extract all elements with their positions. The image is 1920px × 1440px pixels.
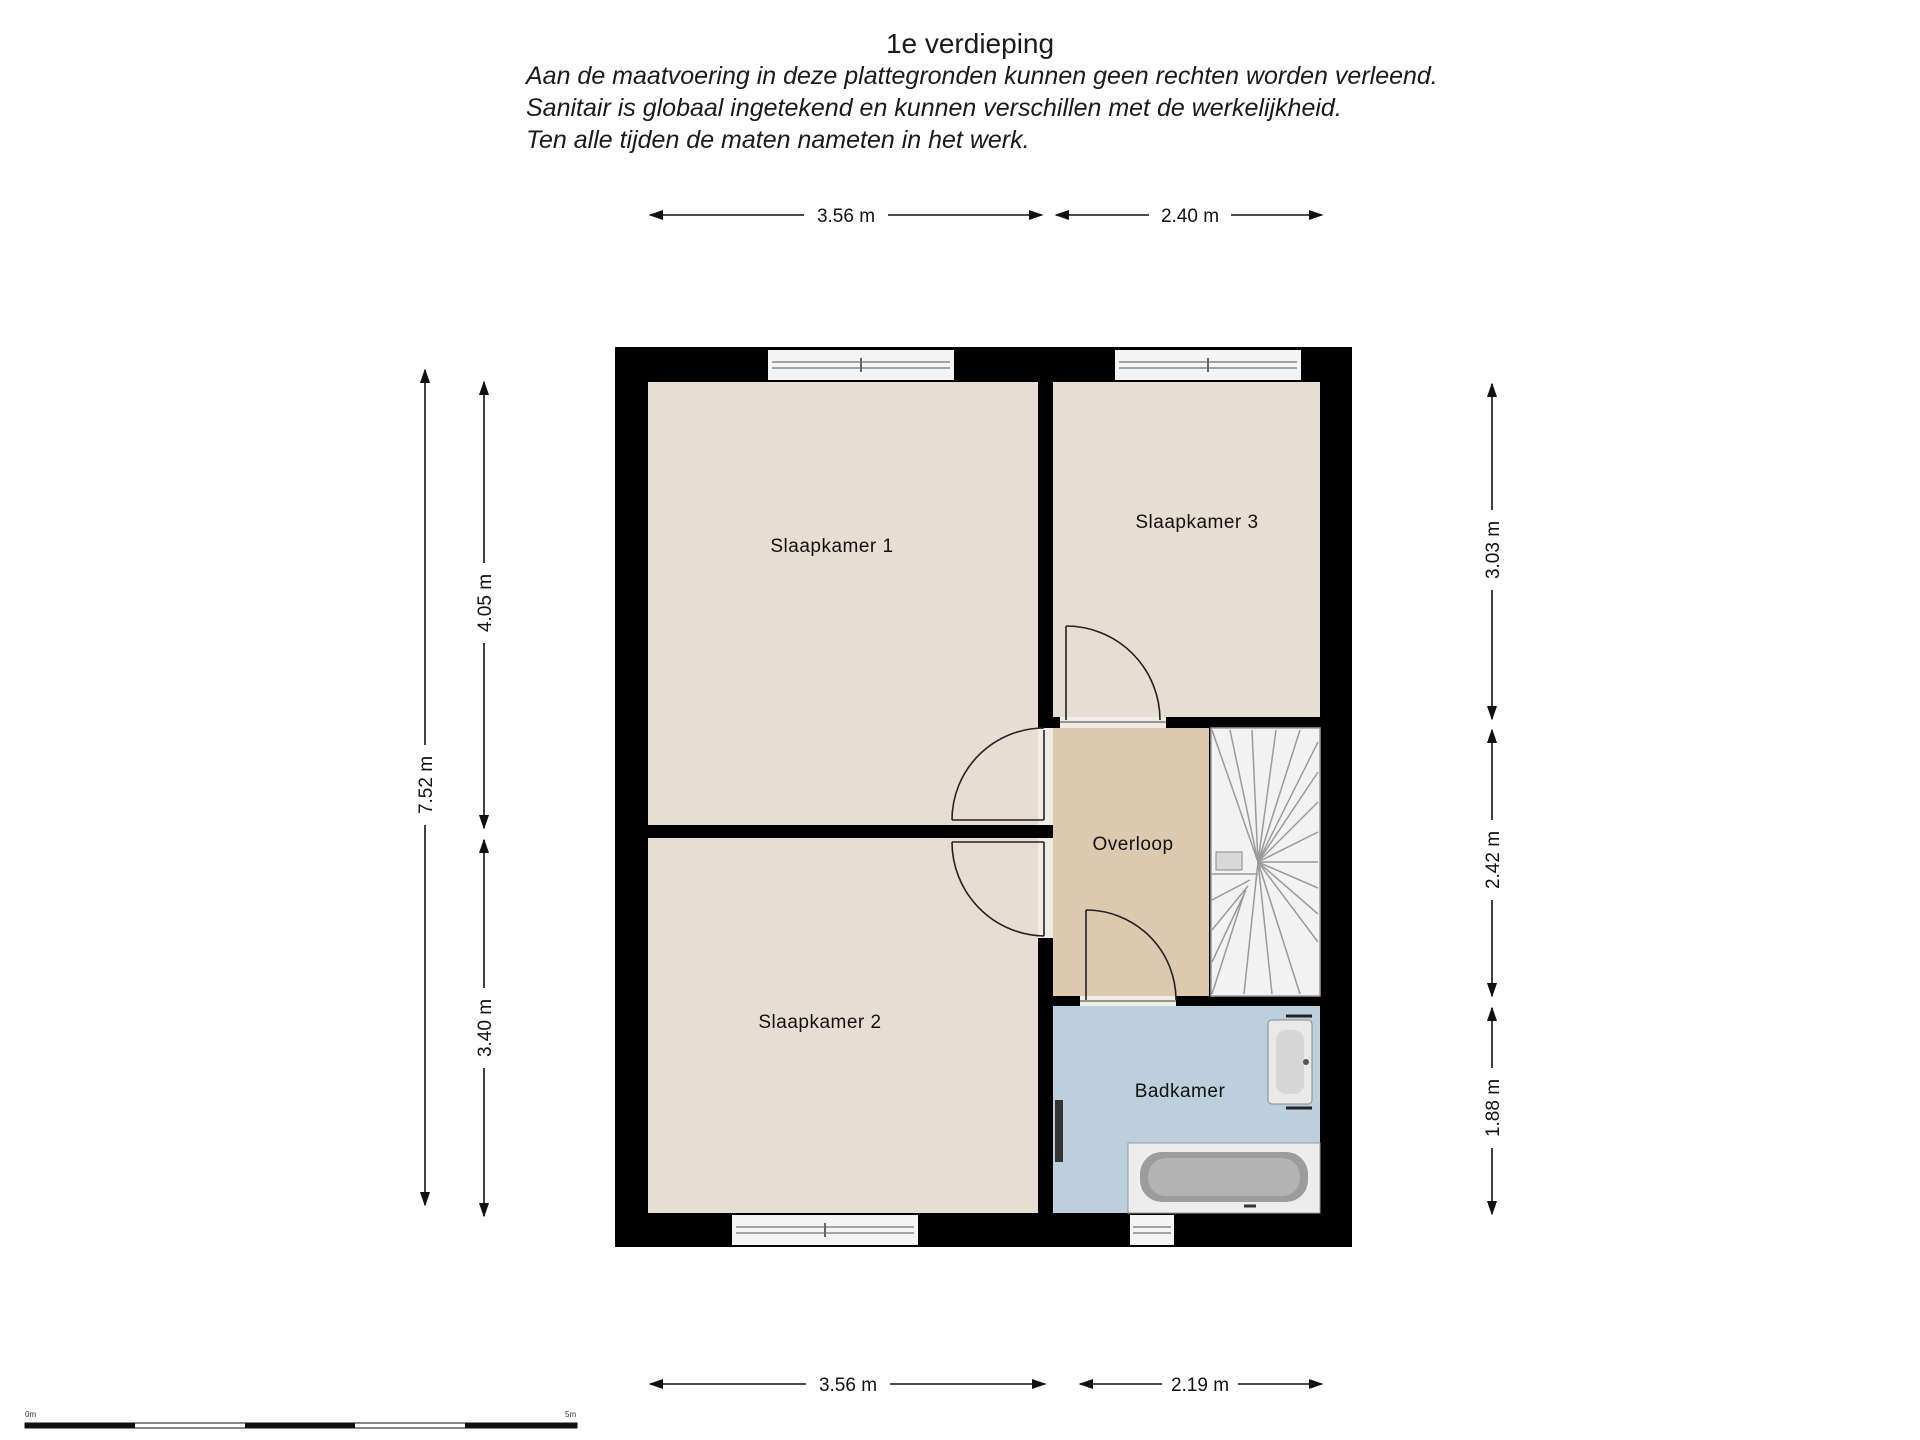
dim-label-left-lower: 3.40 m [475,998,496,1058]
dim-label-bottom-right: 2.19 m [1170,1375,1230,1396]
dim-label-right-middle: 2.42 m [1483,830,1504,890]
room-slaapkamer-3-floor [1053,382,1320,717]
disclaimer-line-2: Sanitair is globaal ingetekend en kunnen verschillen met de werkelijkheid. [526,94,1342,122]
dim-label-left-total: 7.52 m [416,755,437,815]
dim-label-top-left: 3.56 m [816,206,876,227]
scale-bar-start-label: 0m [25,1410,37,1419]
room-slaapkamer-1-floor [648,382,1038,825]
washbasin [1268,1016,1312,1108]
disclaimer-line-3: Ten alle tijden de maten nameten in het werk. [526,126,1030,154]
label-overloop: Overloop [1092,834,1174,855]
towel-radiator [1055,1100,1063,1162]
floor-title: 1e verdieping [885,28,1055,59]
dim-label-bottom-left: 3.56 m [818,1375,878,1396]
door-gap-slaapkamer-1 [1038,728,1053,825]
room-overloop-floor [1053,728,1209,996]
disclaimer-line-1: Aan de maatvoering in deze plattegronden kunnen geen rechten worden verleend. [526,62,1438,90]
stair-newel [1216,852,1242,870]
dim-label-right-lower: 1.88 m [1483,1078,1504,1138]
dim-label-top-right: 2.40 m [1160,206,1220,227]
dim-label-right-upper: 3.03 m [1483,520,1504,580]
window-slaapkamer-1 [768,350,954,380]
label-slaapkamer-1: Slaapkamer 1 [770,536,894,557]
label-slaapkamer-2: Slaapkamer 2 [758,1012,882,1033]
window-slaapkamer-2 [732,1215,918,1245]
bathtub [1128,1143,1320,1213]
scale-bar [25,1410,577,1428]
window-slaapkamer-3 [1115,350,1301,380]
label-badkamer: Badkamer [1134,1081,1226,1102]
door-gap-slaapkamer-2 [1038,838,1053,938]
window-badkamer [1130,1215,1174,1245]
scale-bar-end-label: 5m [565,1410,577,1419]
label-slaapkamer-3: Slaapkamer 3 [1135,512,1259,533]
dim-label-left-upper: 4.05 m [475,573,496,633]
